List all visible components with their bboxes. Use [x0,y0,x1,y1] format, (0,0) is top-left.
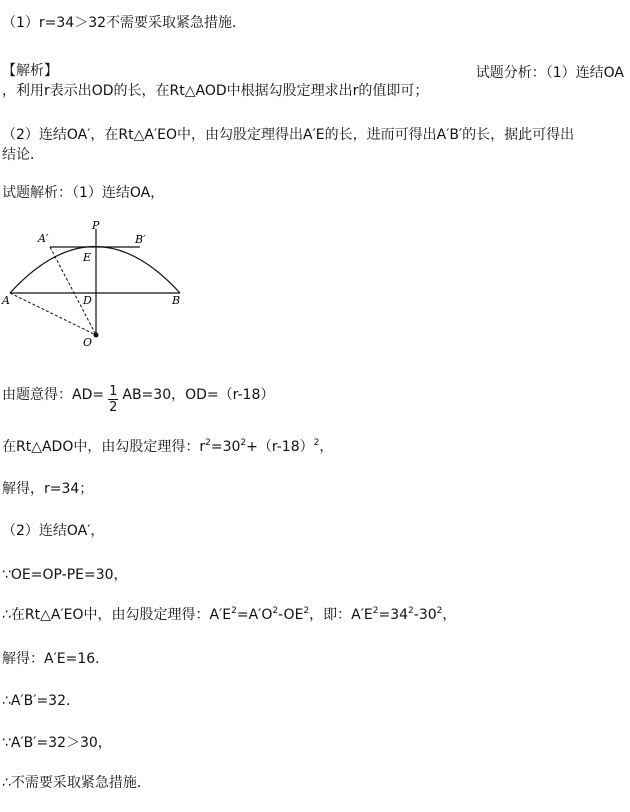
step-5: ∵OE=OP-PE=30， [2,567,128,583]
step-6-e: =34 [378,607,409,623]
step-1-post: AB=30，OD=（r-18） [122,387,275,403]
step-2-b: =30 [210,439,241,455]
label-p: P [92,220,100,232]
label-d: D [83,294,92,307]
step-9: ∵A′B′=32＞30， [2,735,112,751]
label-b: B [172,294,181,307]
analysis-conclusion: 结论． [2,147,44,163]
jiexi-heading: 【解析】 [2,63,58,79]
exponent: 2 [272,606,279,616]
answer-line: （1）r=34＞32不需要采取紧急措施． [2,15,247,31]
step-6-a: ∴在Rt△A′EO中，由勾股定理得：A′E [2,607,232,623]
step-2-d: ， [319,439,334,455]
label-a: A [2,294,10,307]
analysis-label: 试题分析：（1）连结OA [475,65,624,81]
exponent: 2 [231,606,237,616]
point-o-dot [94,333,99,338]
label-b1: B′ [135,233,146,246]
step-8: ∴A′B′=32． [2,693,80,709]
label-e: E [83,251,92,264]
step-2-a: 在Rt△ADO中，由勾股定理得：r [2,439,206,455]
step-6-f: -30 [413,607,437,623]
geometry-figure [0,220,200,355]
fraction-half [108,384,118,415]
fraction-numerator: 1 [109,384,118,399]
step-6-d: ，即：A′E [309,607,373,623]
step-6-b: =A′O [236,607,273,623]
exponent: 2 [303,606,310,616]
step-2 [2,438,333,456]
fraction-denominator: 2 [109,400,118,415]
step-10: ∴不需要采取紧急措施． [2,775,151,791]
step-7: 解得：A′E=16． [2,651,110,667]
exponent: 2 [240,438,247,448]
step-2-c: +（r-18） [246,439,314,455]
step-3: 解得，r=34； [2,481,94,497]
step-6-g: ， [442,607,457,623]
step-4: （2）连结OA′， [2,523,105,539]
step-6-c: -OE [278,607,304,623]
exponent: 2 [436,606,443,616]
analysis-part2: （2）连结OA′，在Rt△A′EO中，由勾股定理得出A′E的长，进而可得出A′B′的长，据此可得出 [2,127,575,143]
label-a1: A′ [38,232,49,245]
step-1-pre: 由题意得：AD= [2,387,105,403]
label-o: O [83,336,93,349]
exponent: 2 [205,438,211,448]
arc-line [10,247,180,294]
solution-heading: 试题解析：（1）连结OA， [2,185,165,201]
step-6 [2,606,456,624]
step-1 [2,384,274,415]
exponent: 2 [372,606,379,616]
exponent: 2 [408,606,414,616]
exponent: 2 [313,438,320,448]
analysis-part1: ，利用r表示出OD的长，在Rt△AOD中根据勾股定理求出r的值即可； [2,83,429,99]
